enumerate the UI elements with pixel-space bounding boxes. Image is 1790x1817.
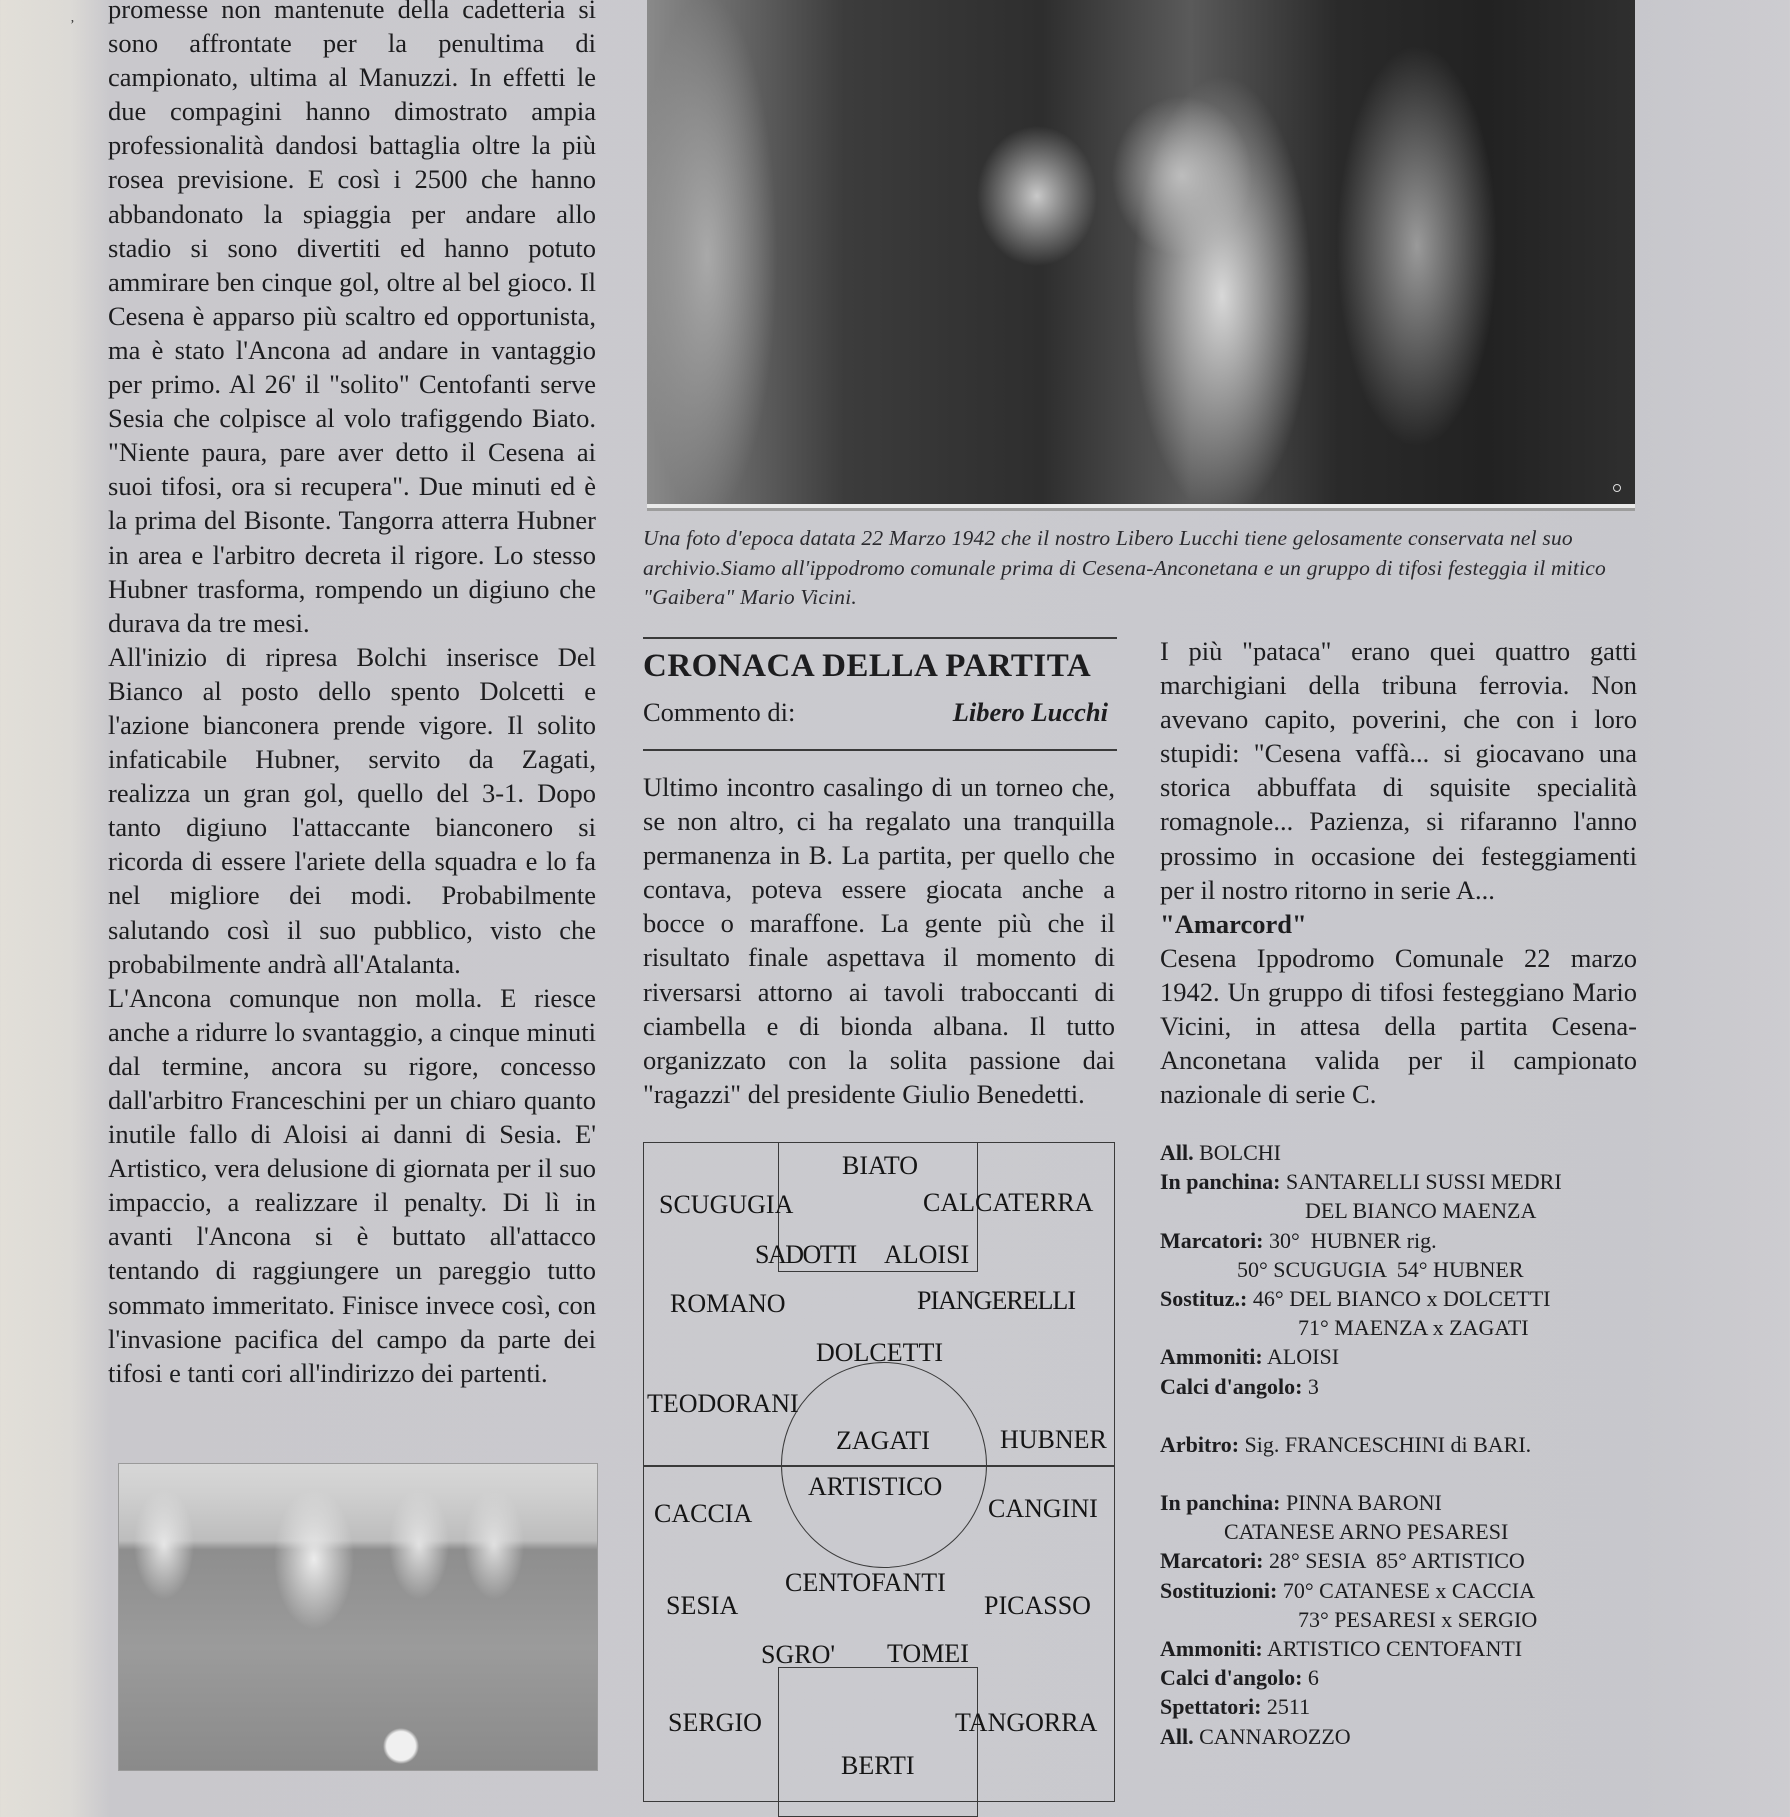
byline-author: Libero Lucchi — [952, 697, 1108, 727]
player-home-3: CALCATERRA — [923, 1188, 1094, 1217]
away-scorers — [1160, 1546, 1640, 1575]
spectators — [1160, 1692, 1640, 1721]
home-booked — [1160, 1342, 1640, 1371]
middle-paragraph: Ultimo incontro casalingo di un torneo che, se non altro, ci ha regalato una tranquilla permanenza in B. La partita, per quello che contava, poteva essere giocata anche a bocce o maraffone. La gente più che il risultato finale aspettava il momento di riversarsi attorno ai tavoli traboccanti di ciambella e di bionda albana. Il tutto organizzato con la solita passione dai "ragazzi" del presidente Giulio Benedetti. — [643, 772, 1115, 1109]
label: Calci d'angolo: — [1160, 1373, 1303, 1399]
away-coach — [1160, 1722, 1640, 1751]
value: 71° MAENZA x ZAGATI — [1298, 1315, 1529, 1341]
label: Marcatori: — [1160, 1548, 1264, 1574]
value: 46° DEL BIANCO x DOLCETTI — [1252, 1286, 1551, 1312]
away-bench-cont — [1160, 1517, 1640, 1546]
heading-rule-bottom — [643, 749, 1117, 751]
player-away-2: CACCIA — [654, 1499, 753, 1528]
value: ARTISTICO CENTOFANTI — [1266, 1636, 1523, 1662]
value: ALOISI — [1266, 1344, 1340, 1370]
left-paragraph-1: promesse non mantenute della cadetteria si sono affrontate per la penultima di campionato, ultima al Manuzzi. In effetti le due compagini hanno dimostrato ampia professionalità dandosi battaglia oltre la più rosea previsione. E così i 2500 che hanno abbandonato la spiaggia per andare allo stadio si sono divertiti ed hanno potuto ammirare ben cinque gol, oltre al bel gioco. Il Cesena è apparso più scaltro ed opportunista, ma è stato l'Ancona ad andare in vantaggio per primo. Al 26' il "solito" Centofanti serve Sesia che colpisce al volo trafiggendo Biato. "Niente paura, pare aver detto il Cesena ai suoi tifosi, ora si recupera". Due minuti ed è la prima del Bisonte. Tangorra atterra Hubner in area e l'arbitro decreta il rigore. Lo stesso Hubner trasforma, rompendo un digiuno che durava da tre mesi. — [108, 0, 596, 638]
value: 70° CATANESE x CACCIA — [1282, 1577, 1535, 1603]
value: 2511 — [1266, 1694, 1311, 1720]
value: Sig. FRANCESCHINI di BARI. — [1244, 1431, 1532, 1457]
value: 28° SESIA 85° ARTISTICO — [1268, 1548, 1525, 1574]
heading-rule-top — [643, 637, 1117, 639]
player-home-5: ALOISI — [884, 1240, 970, 1269]
left-paragraph-3: L'Ancona comunque non molla. E riesce anche a ridurre lo svantaggio, a cinque minuti dal termine, ancora su rigore, concesso dall'arbitro Franceschini per un chiaro quanto inutile fallo di Aloisi ai danni di Sesia. E' Artistico, vera delusione di giornata per il suo impaccio, a realizzare il penalty. Di lì in avanti l'Ancona si è buttato all'attacco tentando di raggiungere un pareggio tutto sommato immeritato. Finisce invece così, con l'invasione pacifica del campo da parte dei tifosi e tanti cori all'indirizzo dei partenti. — [108, 982, 596, 1388]
home-bench — [1160, 1167, 1640, 1196]
value: 30° HUBNER rig. — [1268, 1227, 1437, 1253]
away-bench — [1160, 1488, 1640, 1517]
label: Arbitro: — [1160, 1431, 1240, 1457]
player-away-5: SESIA — [666, 1591, 739, 1620]
value: PINNA BARONI — [1285, 1490, 1442, 1516]
player-away-1: ARTISTICO — [808, 1472, 943, 1501]
label: Calci d'angolo: — [1160, 1665, 1303, 1691]
label: Marcatori: — [1160, 1227, 1264, 1253]
label: In panchina: — [1160, 1169, 1281, 1195]
formation-pitch-diagram — [643, 1142, 1115, 1802]
referee — [1160, 1430, 1640, 1459]
right-paragraph: I più "pataca" erano quei quattro gatti marchigiani della tribuna ferrovia. Non avevano capito, poverini, che con i loro stupidi: "Cesena vaffà... si giocavano una storica abbuffata di squisite specialità romagnole... Pazienza, si rifaranno l'anno prossimo in occasione dei festeggiamenti per il nostro ritorno in serie A... — [1160, 636, 1637, 905]
value: 6 — [1307, 1665, 1319, 1691]
home-subs-cont — [1160, 1313, 1640, 1342]
label: Sostituz.: — [1160, 1286, 1248, 1312]
label: All. — [1160, 1140, 1194, 1165]
value: 50° SCUGUGIA 54° HUBNER — [1237, 1256, 1524, 1282]
left-paragraph-2: All'inizio di ripresa Bolchi inserisce Del Bianco al posto dello spento Dolcetti e l'azione bianconera prende vigore. Il solito infaticabile Hubner, servito da Zagati, realizza un gran gol, quello del 3-1. Dopo tanto digiuno l'attaccante bianconero si ricorda di essere l'ariete della squadra e lo fa nel migliore dei modi. Probabilmente salutando così il suo pubblico, visto che probabilmente andrà all'Atalanta. — [108, 641, 596, 979]
value: SANTARELLI SUSSI MEDRI — [1285, 1169, 1562, 1195]
home-coach — [1160, 1138, 1640, 1167]
value: CANNAROZZO — [1199, 1723, 1351, 1749]
middle-article-column — [643, 770, 1115, 1111]
value: 73° PESARESI x SERGIO — [1298, 1606, 1538, 1632]
player-away-4: CENTOFANTI — [785, 1568, 946, 1597]
player-home-9: TEODORANI — [647, 1389, 799, 1418]
amarcord-subheading: "Amarcord" — [1160, 908, 1307, 939]
center-circle — [781, 1362, 987, 1568]
away-subs-cont — [1160, 1605, 1640, 1634]
value: DEL BIANCO MAENZA — [1305, 1198, 1537, 1224]
player-home-4: SADOTTI — [755, 1240, 856, 1269]
player-away-7: SGRO' — [761, 1640, 836, 1669]
home-scorers-cont — [1160, 1255, 1640, 1284]
away-corners — [1160, 1663, 1640, 1692]
away-subs — [1160, 1576, 1640, 1605]
player-away-10: TANGORRA — [955, 1708, 1098, 1737]
player-away-9: SERGIO — [668, 1708, 762, 1737]
label: All. — [1160, 1723, 1194, 1749]
label: Spettatori: — [1160, 1694, 1262, 1720]
player-home-6: ROMANO — [670, 1289, 786, 1318]
photo-caption: Una foto d'epoca datata 22 Marzo 1942 che il nostro Libero Lucchi tiene gelosamente conservata nel suo archivio.Siamo all'ippodromo comunale prima di Cesena-Anconetana e un gruppo di tifosi festeggia il mitico "Gaibera" Mario Vicini. — [643, 526, 1606, 609]
home-corners — [1160, 1372, 1640, 1401]
label: Ammoniti: — [1160, 1636, 1263, 1662]
label: Ammoniti: — [1160, 1344, 1263, 1370]
home-bench-cont — [1160, 1196, 1640, 1225]
player-away-11: BERTI — [841, 1751, 915, 1780]
label: In panchina: — [1160, 1490, 1281, 1516]
home-subs — [1160, 1284, 1640, 1313]
penalty-kick-photo — [118, 1463, 598, 1771]
right-article-column — [1160, 634, 1637, 1111]
article-title: CRONACA DELLA PARTITA — [643, 648, 1092, 684]
home-scorers — [1160, 1226, 1640, 1255]
match-stats — [1160, 1138, 1640, 1751]
margin-mark: ’ — [70, 18, 75, 33]
label: Sostituzioni: — [1160, 1577, 1278, 1603]
player-away-3: CANGINI — [988, 1494, 1098, 1523]
player-away-6: PICASSO — [984, 1591, 1091, 1620]
player-home-8: DOLCETTI — [816, 1338, 944, 1367]
value: BOLCHI — [1199, 1140, 1282, 1165]
historical-group-photo — [647, 0, 1635, 508]
value: CATANESE ARNO PESARESI — [1224, 1519, 1509, 1545]
left-article-column — [108, 0, 596, 1390]
player-home-11: HUBNER — [1000, 1425, 1107, 1454]
player-home-1: BIATO — [842, 1151, 919, 1180]
player-home-2: SCUGUGIA — [659, 1190, 794, 1219]
player-home-7: PIANGERELLI — [917, 1286, 1075, 1315]
byline — [643, 697, 1108, 728]
away-booked — [1160, 1634, 1640, 1663]
value: 3 — [1307, 1373, 1319, 1399]
player-away-8: TOMEI — [887, 1639, 969, 1668]
penalty-box-bottom — [778, 1667, 978, 1817]
photo-corner-mark — [1613, 484, 1621, 492]
amarcord-paragraph: Cesena Ippodromo Comunale 22 marzo 1942. Un gruppo di tifosi festeggiano Mario Vicini, in attesa della partita Cesena-Anconetana valida per il campionato nazionale di serie C. — [1160, 942, 1637, 1110]
player-home-10: ZAGATI — [836, 1426, 930, 1455]
byline-label: Commento di: — [643, 697, 796, 727]
